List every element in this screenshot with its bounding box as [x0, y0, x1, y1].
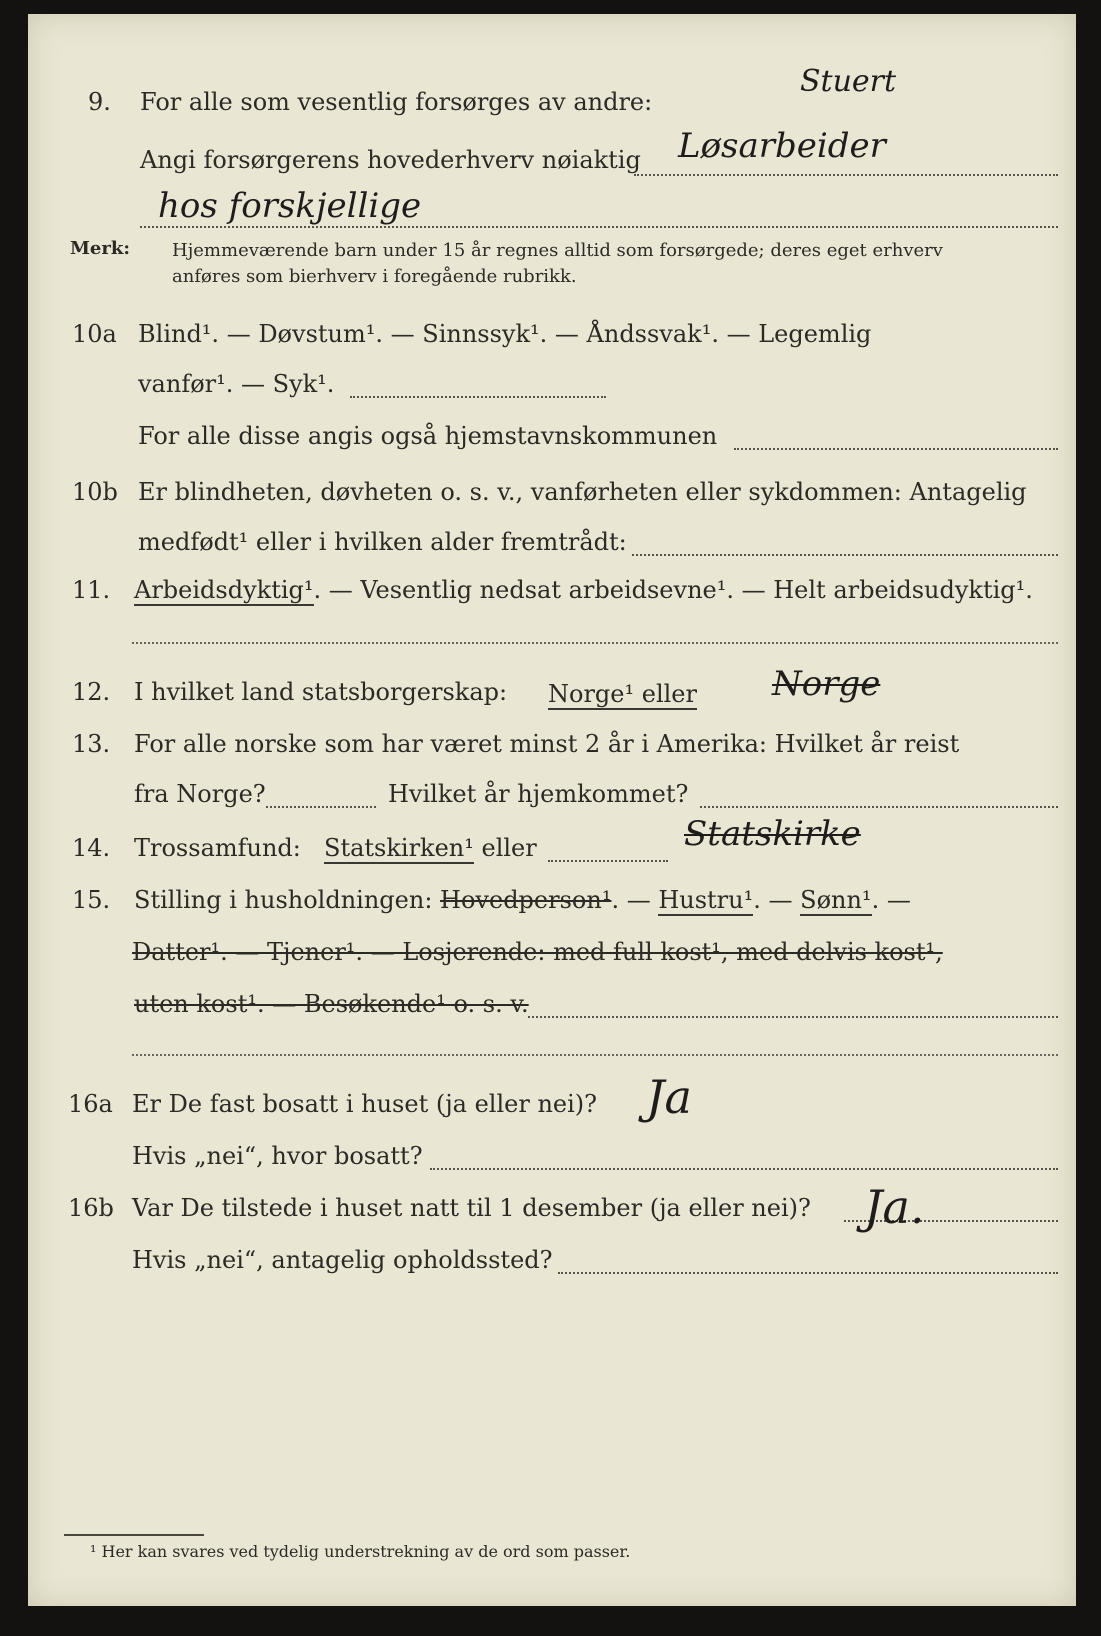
q12-handwritten-answer: Norge — [772, 664, 881, 704]
q16a-line2: Hvis „nei“, hvor bosatt? — [132, 1142, 423, 1170]
q10b-answer-line — [632, 554, 1058, 556]
item-number-15: 15. — [72, 886, 111, 914]
q10a-answer-line2 — [734, 448, 1058, 450]
q12-label: I hvilket land statsborgerskap: — [134, 678, 508, 706]
item-number-10b: 10b — [72, 478, 118, 506]
q9-line1: For alle som vesentlig forsørges av andre: — [140, 88, 653, 116]
q10b-line2: medfødt¹ eller i hvilken alder fremtrådt: — [138, 528, 627, 556]
q13-line2b: Hvilket år hjemkommet? — [388, 780, 689, 808]
q15-line1 — [134, 886, 911, 914]
q9-handwritten-note: Stuert — [800, 64, 897, 99]
q13-line1: For alle norske som har været minst 2 år i Amerika: Hvilket år reist — [134, 730, 960, 758]
q15-sep1: . — — [611, 886, 659, 914]
q9-answer-line2 — [140, 226, 1058, 228]
q14-handwritten-answer: Statskirke — [684, 814, 861, 854]
form-page — [28, 14, 1076, 1606]
item-number-16b: 16b — [68, 1194, 114, 1222]
q10a-line3: For alle disse angis også hjemstavnskommunen — [138, 422, 718, 450]
q16b-handwritten-answer: Ja. — [864, 1180, 925, 1234]
q10a-line2: vanfør¹. — Syk¹. — [138, 370, 335, 398]
q15-option-hustru: Hustru¹ — [658, 886, 754, 914]
merk-label: Merk: — [70, 238, 130, 259]
q9-handwritten-answer1: Løsarbeider — [678, 126, 886, 166]
q15-line2 — [132, 938, 943, 966]
q9-line2: Angi forsørgerens hovederhverv nøiaktig — [140, 146, 641, 174]
q13-answer-line2 — [700, 806, 1058, 808]
footnote-rule — [64, 1534, 204, 1536]
q12-option-norge: Norge¹ — [548, 680, 635, 708]
q13-answer-line1 — [266, 806, 376, 808]
q16a-line1: Er De fast bosatt i huset (ja eller nei)? — [132, 1090, 598, 1118]
q10a-line1: Blind¹. — Døvstum¹. — Sinnssyk¹. — Åndssvak¹. — Legemlig — [138, 320, 872, 348]
q15-option-hovedperson: Hovedperson¹ — [440, 886, 612, 914]
merk-text-line2: anføres som bierhverv i foregående rubrikk. — [172, 266, 577, 287]
item-number-12: 12. — [72, 678, 111, 706]
item-number-11: 11. — [72, 576, 111, 604]
q11-option-arbeidsdyktig: Arbeidsdyktig¹ — [134, 576, 314, 604]
q16b-line1: Var De tilstede i huset natt til 1 desember (ja eller nei)? — [132, 1194, 811, 1222]
q11-answer-line — [132, 642, 1058, 644]
q10b-line1: Er blindheten, døvheten o. s. v., vanførheten eller sykdommen: Antagelig — [138, 478, 1027, 506]
footnote: ¹ Her kan svares ved tydelig understrekning av de ord som passer. — [90, 1542, 631, 1561]
q15-sep2: . — — [753, 886, 801, 914]
merk-text-line1: Hjemmeværende barn under 15 år regnes alltid som forsørgede; deres eget erhverv — [172, 240, 943, 261]
q16b-answer-line2 — [558, 1272, 1058, 1274]
q11-options-rest: . — Vesentlig nedsat arbeidsevne¹. — Helt arbeidsudyktig¹. — [313, 576, 1033, 604]
item-number-10a: 10a — [72, 320, 117, 348]
q12-options — [548, 680, 697, 708]
q15-line3-struck: uten kost¹. — Besøkende¹ o. s. v. — [134, 990, 529, 1018]
item-number-14: 14. — [72, 834, 111, 862]
q11-line1 — [134, 576, 1033, 604]
q14-answer-line — [548, 860, 668, 862]
q12-option-eller: eller — [634, 680, 697, 708]
item-number-13: 13. — [72, 730, 111, 758]
q13-line2a: fra Norge? — [134, 780, 266, 808]
item-number-16a: 16a — [68, 1090, 113, 1118]
q15-label: Stilling i husholdningen: — [134, 886, 441, 914]
item-number-9: 9. — [88, 88, 111, 116]
q15-line3 — [134, 990, 529, 1018]
q15-option-sonn: Sønn¹ — [800, 886, 872, 914]
q10a-answer-line — [350, 396, 606, 398]
q14-label: Trossamfund: — [134, 834, 301, 862]
q16a-handwritten-answer: Ja — [646, 1070, 692, 1124]
q16b-line2: Hvis „nei“, antagelig opholdssted? — [132, 1246, 553, 1274]
q15-answer-line2 — [132, 1054, 1058, 1056]
q16a-answer-line — [430, 1168, 1058, 1170]
q9-handwritten-answer2: hos forskjellige — [158, 186, 422, 226]
q14-options — [324, 834, 537, 862]
q14-option-statskirken: Statskirken¹ — [324, 834, 474, 862]
q9-answer-line — [634, 174, 1058, 176]
q14-option-eller: eller — [473, 834, 537, 862]
q15-line2-struck: Datter¹. — Tjener¹. — Losjerende: med full kost¹, med delvis kost¹, — [132, 938, 943, 966]
q15-sep3: . — — [871, 886, 911, 914]
q15-answer-line — [528, 1016, 1058, 1018]
